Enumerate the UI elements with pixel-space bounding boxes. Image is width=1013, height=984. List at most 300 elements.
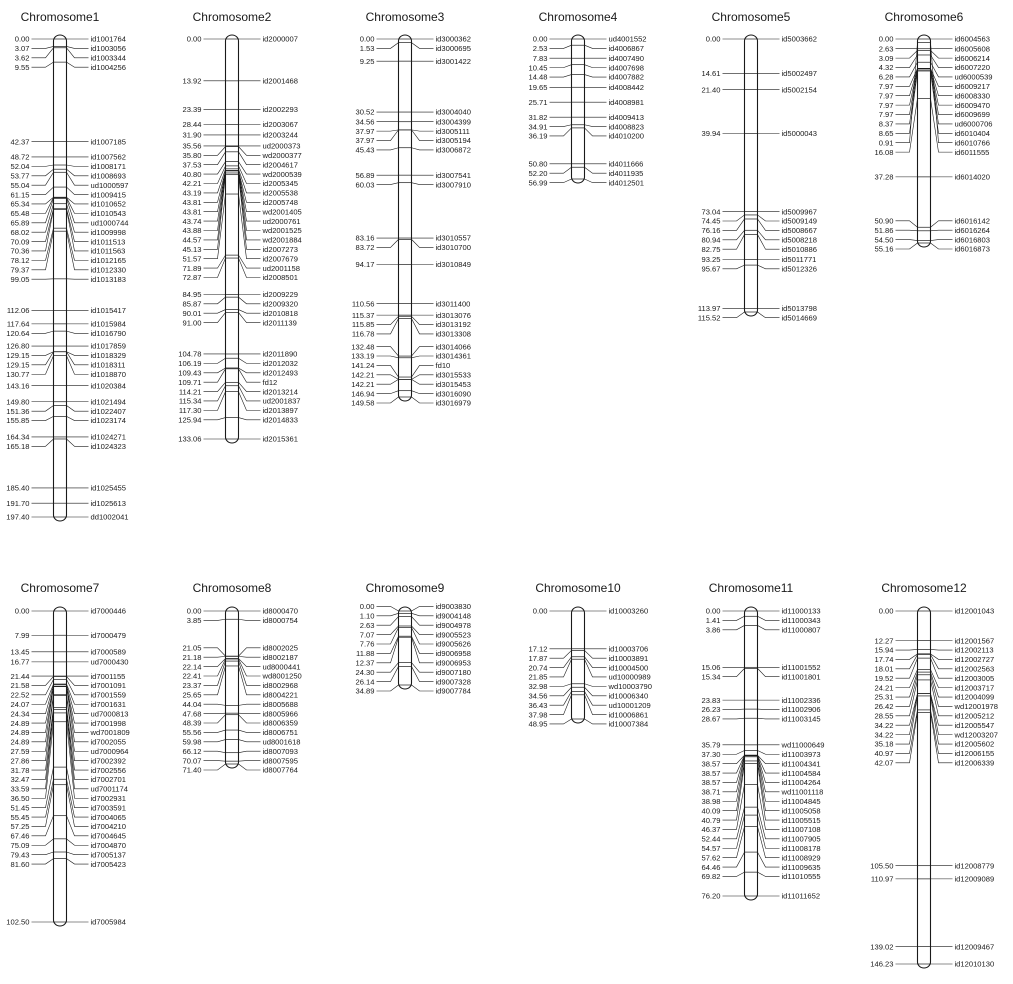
marker-label: id11004341 [781,759,821,769]
marker-label: id9005523 [435,630,471,640]
chromosome-title: Chromosome9 [365,581,445,595]
marker-label: id8000470 [262,606,298,616]
position-label: 40.97 [874,749,894,759]
position-leader [550,659,572,677]
position-leader [377,316,399,324]
marker-label: id2011890 [262,349,298,359]
position-label: 115.85 [351,320,375,330]
position-label: 15.06 [701,663,721,673]
position-leader [204,369,226,382]
marker-leader [758,230,780,240]
marker-label: id6010404 [954,129,990,139]
marker-label: id12003005 [954,673,995,683]
marker-leader [585,167,607,173]
marker-leader [412,375,434,380]
marker-label: id11008929 [781,853,821,863]
position-leader [377,685,399,691]
position-leader [550,65,572,68]
chromosome-bar [572,607,585,723]
marker-label: id3013076 [435,310,471,320]
marker-leader [758,784,780,829]
marker-leader [412,626,434,635]
marker-label: id2005748 [262,197,298,207]
position-label: 71.89 [182,263,202,273]
marker-leader [412,637,434,663]
position-label: 46.37 [701,825,721,835]
marker-label: id6008330 [954,91,990,101]
marker-leader [412,685,434,691]
marker-label: id8007595 [262,756,298,766]
position-label: 79.37 [10,265,30,275]
position-label: 27.86 [10,756,30,766]
position-label: 37.28 [874,172,894,182]
position-label: 69.82 [701,872,721,882]
marker-leader [67,187,89,195]
position-label: 35.18 [874,739,894,749]
marker-label: id3013192 [435,320,471,330]
marker-label: ud6000706 [954,119,993,129]
marker-leader [412,636,434,653]
position-label: 65.48 [10,209,30,219]
marker-label: id1007562 [90,152,126,162]
marker-leader [758,235,780,250]
position-label: 17.74 [874,655,894,665]
position-label: 23.39 [182,105,202,115]
position-label: 34.22 [874,720,894,730]
position-leader [204,764,226,770]
marker-leader [758,872,780,876]
position-label: 38.57 [701,759,721,769]
marker-label: id3013308 [435,329,471,339]
position-leader [204,751,226,752]
position-label: 0.00 [186,34,202,44]
marker-leader [239,418,261,420]
position-label: 7.97 [878,91,894,101]
position-label: 125.94 [178,415,202,425]
position-label: 33.59 [10,784,30,794]
marker-label: id10007384 [608,719,649,729]
marker-label: id1003344 [90,53,126,63]
marker-leader [585,179,607,183]
marker-label: id7004870 [90,840,126,850]
position-label: 32.98 [528,682,548,692]
marker-leader [239,162,261,174]
marker-label: ud1000597 [90,180,129,190]
position-label: 37.30 [701,749,721,759]
marker-leader [239,297,261,304]
position-leader [204,619,226,620]
marker-label: wd2000539 [262,169,302,179]
position-label: 45.43 [355,145,375,155]
marker-leader [412,663,434,673]
position-label: 79.43 [10,850,30,860]
marker-label: id8005688 [262,699,298,709]
marker-label: id7004645 [90,831,126,841]
marker-label: id2004617 [262,160,298,170]
position-label: 37.97 [355,126,375,136]
marker-leader [758,852,780,867]
marker-label: id6009470 [954,100,990,110]
marker-label: id8002025 [262,643,298,653]
marker-label: id7004210 [90,822,126,832]
position-label: 10.45 [528,63,548,73]
position-label: 38.57 [701,768,721,778]
marker-label: id12002113 [954,645,994,655]
marker-leader [758,312,780,318]
marker-leader [412,365,434,377]
position-label: 65.34 [10,199,30,209]
marker-label: id11007905 [781,834,821,844]
position-label: 21.85 [528,672,548,682]
position-label: 65.89 [10,218,30,228]
position-label: 51.57 [182,254,202,264]
marker-label: id7004065 [90,812,126,822]
marker-label: id5010886 [781,244,817,254]
marker-leader [67,231,89,270]
position-label: 31.82 [528,112,548,122]
marker-leader [67,165,89,166]
position-label: 142.21 [351,370,375,380]
position-label: 165.18 [6,442,30,452]
position-label: 25.31 [874,692,894,702]
marker-label: id1012165 [90,256,126,266]
chromosome-title: Chromosome3 [365,10,445,24]
marker-leader [239,761,261,762]
position-label: 70.09 [10,237,30,247]
position-leader [32,48,54,58]
marker-label: id8002968 [262,681,298,691]
marker-leader [412,148,434,150]
position-leader [377,375,399,380]
position-leader [377,239,399,247]
position-label: 32.47 [10,775,30,785]
marker-label: id9005626 [435,639,471,649]
marker-label: id7000446 [90,606,126,616]
position-label: 0.00 [532,606,548,616]
position-label: 20.74 [528,663,548,673]
position-label: 24.07 [10,699,30,709]
marker-label: id8004221 [262,690,298,700]
position-label: 43.81 [182,207,202,217]
marker-label: id1013183 [90,274,126,284]
position-label: 23.83 [701,695,721,705]
marker-label: id5011771 [781,255,817,265]
marker-leader [931,240,953,241]
marker-label: id11004584 [781,768,821,778]
marker-leader [931,98,953,152]
position-label: 91.00 [182,318,202,328]
chromosome-title: Chromosome11 [708,581,794,595]
marker-leader [412,318,434,333]
marker-label: id11005515 [781,815,821,825]
chromosome-title: Chromosome4 [538,10,618,24]
marker-label: id12002563 [954,664,995,674]
marker-label: id1018311 [90,360,126,370]
position-label: 52.44 [701,834,721,844]
marker-label: id10006861 [608,710,649,720]
chromosome-bar [226,35,239,443]
position-label: 38.57 [701,778,721,788]
position-leader [32,859,54,864]
marker-label: id3001422 [435,56,471,66]
position-label: 21.05 [182,643,202,653]
marker-leader [239,368,261,373]
marker-label: id2009320 [262,299,298,309]
marker-leader [239,656,261,657]
marker-label: id1025613 [90,498,126,508]
position-leader [723,312,745,318]
marker-label: id9006958 [435,649,471,659]
position-label: 72.87 [182,273,202,283]
position-label: 35.79 [701,740,721,750]
position-label: 23.37 [182,681,202,691]
position-leader [896,654,918,660]
marker-label: ud1000744 [90,218,129,228]
marker-leader [758,751,780,755]
marker-label: id3004399 [435,117,471,127]
position-label: 7.76 [359,639,375,649]
position-leader [896,221,918,227]
position-label: 2.63 [878,44,894,54]
position-leader [377,183,399,185]
position-label: 71.40 [182,765,202,775]
marker-label: id11011652 [781,891,821,901]
position-label: 130.77 [6,369,30,379]
marker-leader [67,859,89,864]
position-leader [204,715,226,723]
marker-leader [412,617,434,626]
position-label: 126.80 [6,341,30,351]
marker-label: id2005345 [262,179,298,189]
marker-leader [239,661,261,685]
position-label: 155.85 [6,416,30,426]
marker-label: id7002055 [90,737,126,747]
marker-label: id11001552 [781,663,821,673]
position-leader [896,658,918,678]
marker-label: ud7000813 [90,709,129,719]
position-label: 146.23 [870,959,894,969]
position-label: 13.92 [182,76,202,86]
position-label: 191.70 [6,498,30,508]
marker-leader [239,310,261,314]
chromosome-3 [351,10,471,408]
position-label: 185.40 [6,483,30,493]
marker-leader [585,695,607,715]
chromosome-11 [701,581,824,901]
position-label: 116.78 [351,329,375,339]
position-leader [204,661,226,685]
position-label: 19.52 [874,673,894,683]
position-leader [204,297,226,304]
marker-leader [758,755,780,782]
marker-leader [67,852,89,855]
position-label: 7.97 [878,100,894,110]
position-label: 112.06 [6,306,30,316]
position-leader [723,718,745,719]
marker-label: id3011400 [435,299,471,309]
marker-label: wd12001978 [954,702,998,712]
position-leader [204,147,226,156]
chromosome-8 [182,581,301,775]
position-label: 113.97 [697,304,721,314]
marker-label: id11001801 [781,672,821,682]
marker-label: wd2001525 [262,226,302,236]
marker-label: ud8000441 [262,662,301,672]
marker-label: id6010766 [954,138,990,148]
position-leader [32,231,54,270]
marker-label: id7005137 [90,850,126,860]
marker-label: id4009413 [608,112,644,122]
position-leader [32,199,54,223]
marker-leader [931,230,953,231]
position-leader [550,45,572,48]
marker-leader [931,696,953,744]
marker-label: id7002556 [90,765,126,775]
position-label: 25.71 [528,97,548,107]
position-label: 1.41 [705,616,721,626]
position-label: 76.20 [701,891,721,901]
position-label: 133.06 [178,434,202,444]
position-leader [896,649,918,650]
position-label: 109.71 [178,377,202,387]
position-label: 70.36 [10,246,30,256]
position-leader [550,684,572,687]
position-leader [550,128,572,136]
marker-label: id2007679 [262,254,298,264]
marker-leader [758,668,780,676]
marker-label: id9007180 [435,667,471,677]
marker-label: id8006359 [262,718,298,728]
position-leader [32,352,54,356]
marker-label: id12001567 [954,636,995,646]
marker-leader [67,48,89,58]
position-label: 12.37 [355,658,375,668]
marker-label: id2011139 [262,318,297,328]
marker-leader [67,228,89,260]
marker-leader [412,356,434,358]
marker-label: id8002187 [262,652,298,662]
marker-leader [412,347,434,356]
marker-leader [67,839,89,845]
position-label: 3.07 [14,44,30,54]
marker-leader [585,650,607,658]
chromosome-bar [226,607,239,768]
marker-leader [758,215,780,221]
position-label: 59.98 [182,737,202,747]
position-label: 31.78 [10,765,30,775]
position-label: 1.10 [359,611,375,621]
position-leader [377,636,399,653]
position-label: 34.89 [355,686,375,696]
marker-leader [931,221,953,227]
chromosome-title: Chromosome6 [884,10,964,24]
marker-label: id5000043 [781,129,817,139]
marker-label: wd2001884 [262,235,302,245]
marker-leader [931,713,953,763]
position-label: 56.99 [528,178,548,188]
position-label: 0.00 [14,34,30,44]
chromosome-title: Chromosome2 [192,10,272,24]
marker-label: id1009998 [90,227,126,237]
position-label: 8.65 [878,129,894,139]
marker-leader [758,616,780,620]
marker-label: id6014020 [954,172,990,182]
position-label: 48.95 [528,719,548,729]
marker-leader [239,740,261,742]
marker-label: id7000479 [90,630,126,640]
marker-label: id12005547 [954,720,995,730]
position-leader [377,379,399,384]
marker-label: id1024323 [90,442,126,452]
marker-label: id11010555 [781,872,821,882]
position-label: 21.58 [10,681,30,691]
position-label: 24.30 [355,667,375,677]
position-leader [204,740,226,742]
position-label: 43.81 [182,197,202,207]
position-label: 120.64 [6,328,30,338]
position-leader [32,331,54,333]
position-label: 24.89 [10,728,30,738]
marker-label: id1007185 [90,137,126,147]
marker-label: id7002392 [90,756,126,766]
position-leader [377,663,399,673]
position-label: 3.09 [878,53,894,63]
position-label: 16.08 [874,147,894,157]
marker-leader [412,391,434,394]
position-leader [896,50,918,58]
position-leader [723,235,745,250]
position-label: 197.40 [6,512,30,522]
position-label: 36.43 [528,700,548,710]
position-leader [204,358,226,363]
position-label: 7.97 [878,82,894,92]
position-label: 17.12 [528,644,548,654]
marker-label: id7002931 [90,793,126,803]
position-label: 15.34 [701,672,721,682]
marker-label: id3010700 [435,243,471,253]
position-label: 66.12 [182,746,202,756]
marker-leader [585,75,607,77]
marker-label: id12010130 [954,959,995,969]
marker-label: id1011563 [90,246,126,256]
position-label: 54.57 [701,843,721,853]
marker-label: id11003145 [781,714,821,724]
position-label: 0.00 [878,34,894,44]
marker-label: ud2000761 [262,216,301,226]
position-label: 24.89 [10,737,30,747]
position-leader [896,243,918,249]
position-label: 15.94 [874,645,894,655]
position-label: 37.97 [355,136,375,146]
marker-label: id1017859 [90,341,126,351]
position-leader [723,616,745,620]
position-label: 28.55 [874,711,894,721]
position-label: 139.02 [870,942,894,952]
marker-leader [239,369,261,382]
position-label: 55.45 [10,812,30,822]
marker-label: id11005058 [781,806,821,816]
marker-label: id8007093 [262,746,298,756]
position-label: 115.37 [351,310,375,320]
position-leader [32,785,54,827]
position-leader [32,46,54,48]
position-leader [204,162,226,174]
position-label: 83.72 [355,243,375,253]
marker-label: id7005423 [90,859,126,869]
position-label: 21.40 [701,85,721,95]
marker-leader [67,62,89,67]
position-leader [550,687,572,696]
